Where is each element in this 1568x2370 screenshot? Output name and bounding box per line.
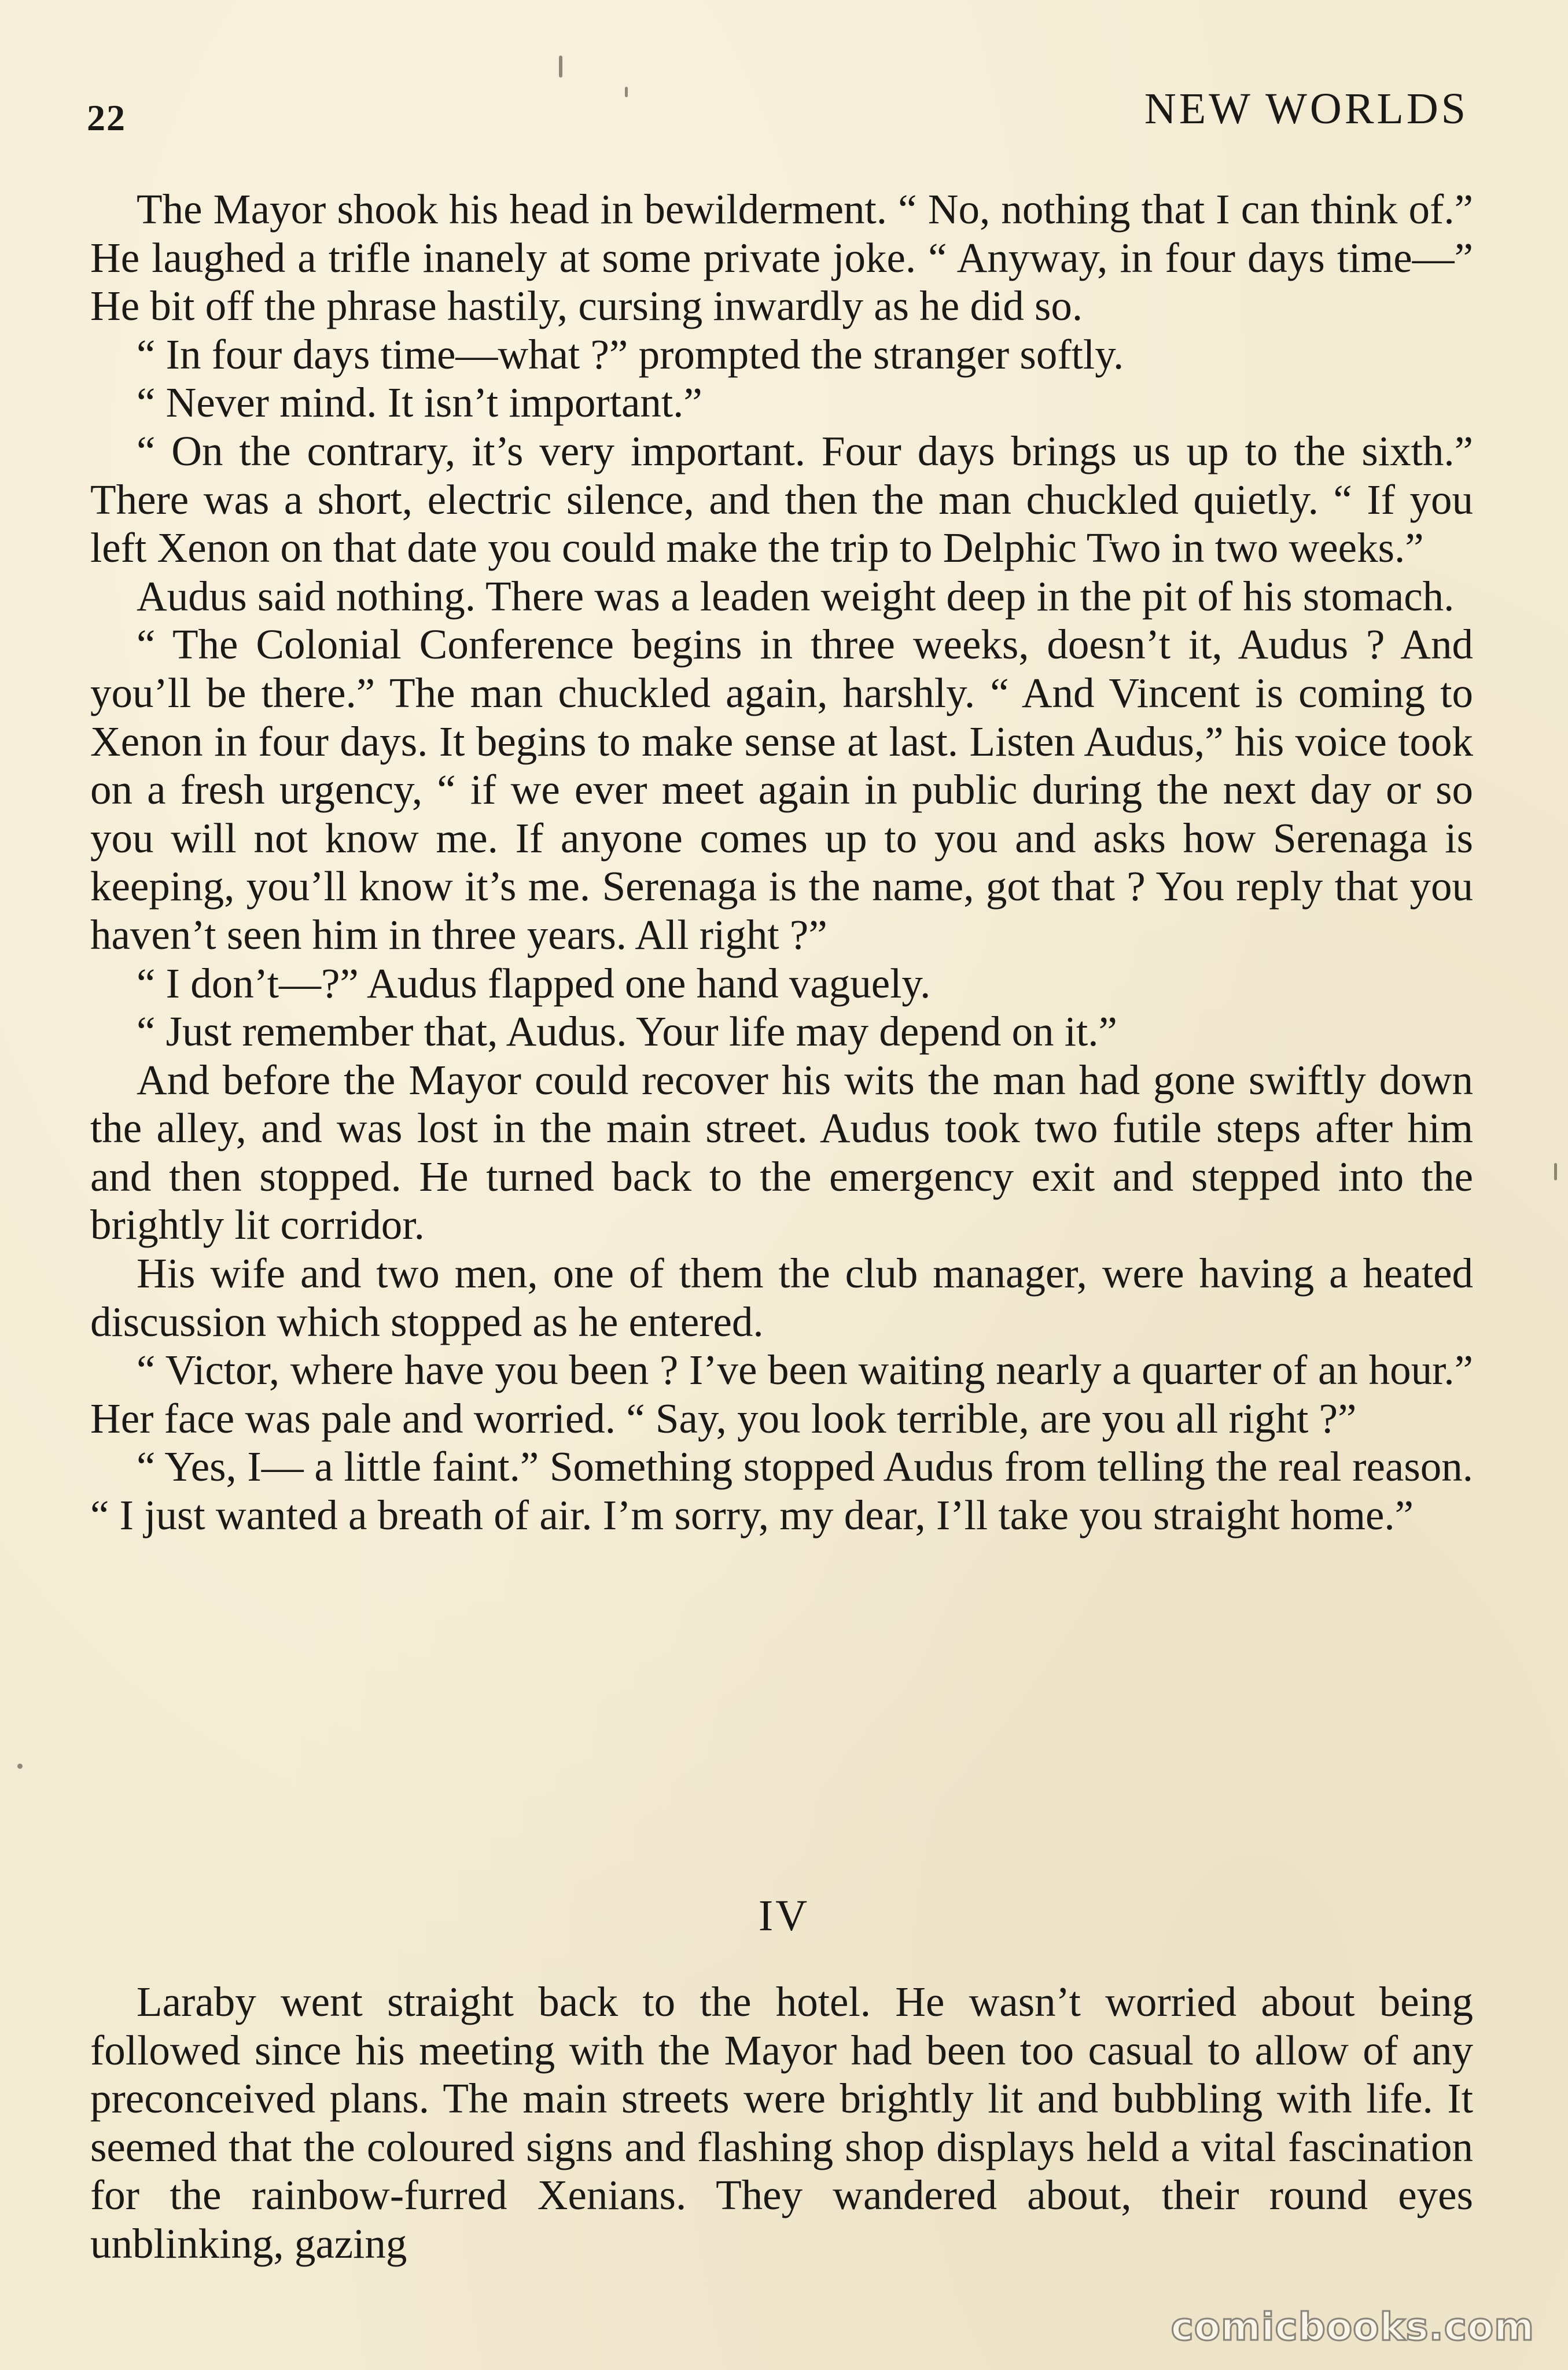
paper-speck	[17, 1764, 23, 1769]
body-text-after-section	[90, 1978, 1473, 2268]
watermark: comicbooks.com	[1171, 2305, 1534, 2349]
paragraph: “ In four days time—what ?” prompted the stranger softly.	[137, 330, 1124, 378]
paragraph: “ The Colonial Conference begins in three weeks, doesn’t it, Audus ? And you’ll be there.” The man chuckled again, harshly. “ And Vincent is coming to Xenon in four days. It begins to make sense at last. Listen Audus,” his voice took on a fresh urgency, “ if we ever meet again in public during the next day or so you will not know me. If anyone comes up to you and asks how Serenaga is keeping, you’ll know it’s me. Serenaga is the name, got that ? You reply that you haven’t seen him in three years. All right ?”	[90, 621, 1473, 958]
paper-speck	[625, 87, 628, 97]
section-heading: IV	[758, 1891, 810, 1940]
page-number: 22	[87, 97, 126, 138]
paper-speck	[559, 56, 562, 78]
paragraph: And before the Mayor could recover his wits the man had gone swiftly down the alley, and was lost in the main street. Audus took two futile steps after him and then stopped. He turned back to the emergency exit and stepped into the brightly lit corridor.	[90, 1056, 1473, 1249]
body-text-before-section	[90, 185, 1473, 1540]
paragraph: Audus said nothing. There was a leaden weight deep in the pit of his stomach.	[137, 572, 1455, 620]
paragraph: “ I don’t—?” Audus flapped one hand vaguely.	[137, 959, 931, 1007]
paragraph: His wife and two men, one of them the club manager, were having a heated discussion which stopped as he entered.	[90, 1250, 1473, 1345]
paragraph: “ Victor, where have you been ? I’ve been waiting nearly a quarter of an hour.” Her face was pale and worried. “ Say, you look terrible, are you all right ?”	[90, 1346, 1473, 1442]
paragraph: Laraby went straight back to the hotel. He wasn’t worried about being followed since his meeting with the Mayor had been too casual to allow of any preconceived plans. The main streets were brightly lit and bubbling with life. It seemed that the coloured signs and flashing shop displays held a vital fascination for the rainbow-furred Xenians. They wandered about, their round eyes unblinking, gazing	[90, 1978, 1473, 2267]
paragraph: The Mayor shook his head in bewilderment. “ No, nothing that I can think of.” He laughed a trifle inanely at some private joke. “ Anyway, in four days time—” He bit off the phrase hastily, cursing inwardly as he did so.	[90, 186, 1473, 330]
paragraph: “ On the contrary, it’s very important. Four days brings us up to the sixth.” There was a short, electric silence, and then the man chuckled quietly. “ If you left Xenon on that date you could make the trip to Delphic Two in two weeks.”	[90, 427, 1473, 572]
paper-speck	[1554, 1163, 1557, 1180]
page-header	[87, 84, 1468, 142]
paragraph: “ Yes, I— a little faint.” Something stopped Audus from telling the real reason. “ I just wanted a breath of air. I’m sorry, my dear, I’ll take you straight home.”	[90, 1443, 1473, 1539]
paragraph: “ Never mind. It isn’t important.”	[137, 379, 702, 426]
running-head: NEW WORLDS	[1144, 84, 1468, 133]
paragraph: “ Just remember that, Audus. Your life may depend on it.”	[137, 1008, 1117, 1055]
